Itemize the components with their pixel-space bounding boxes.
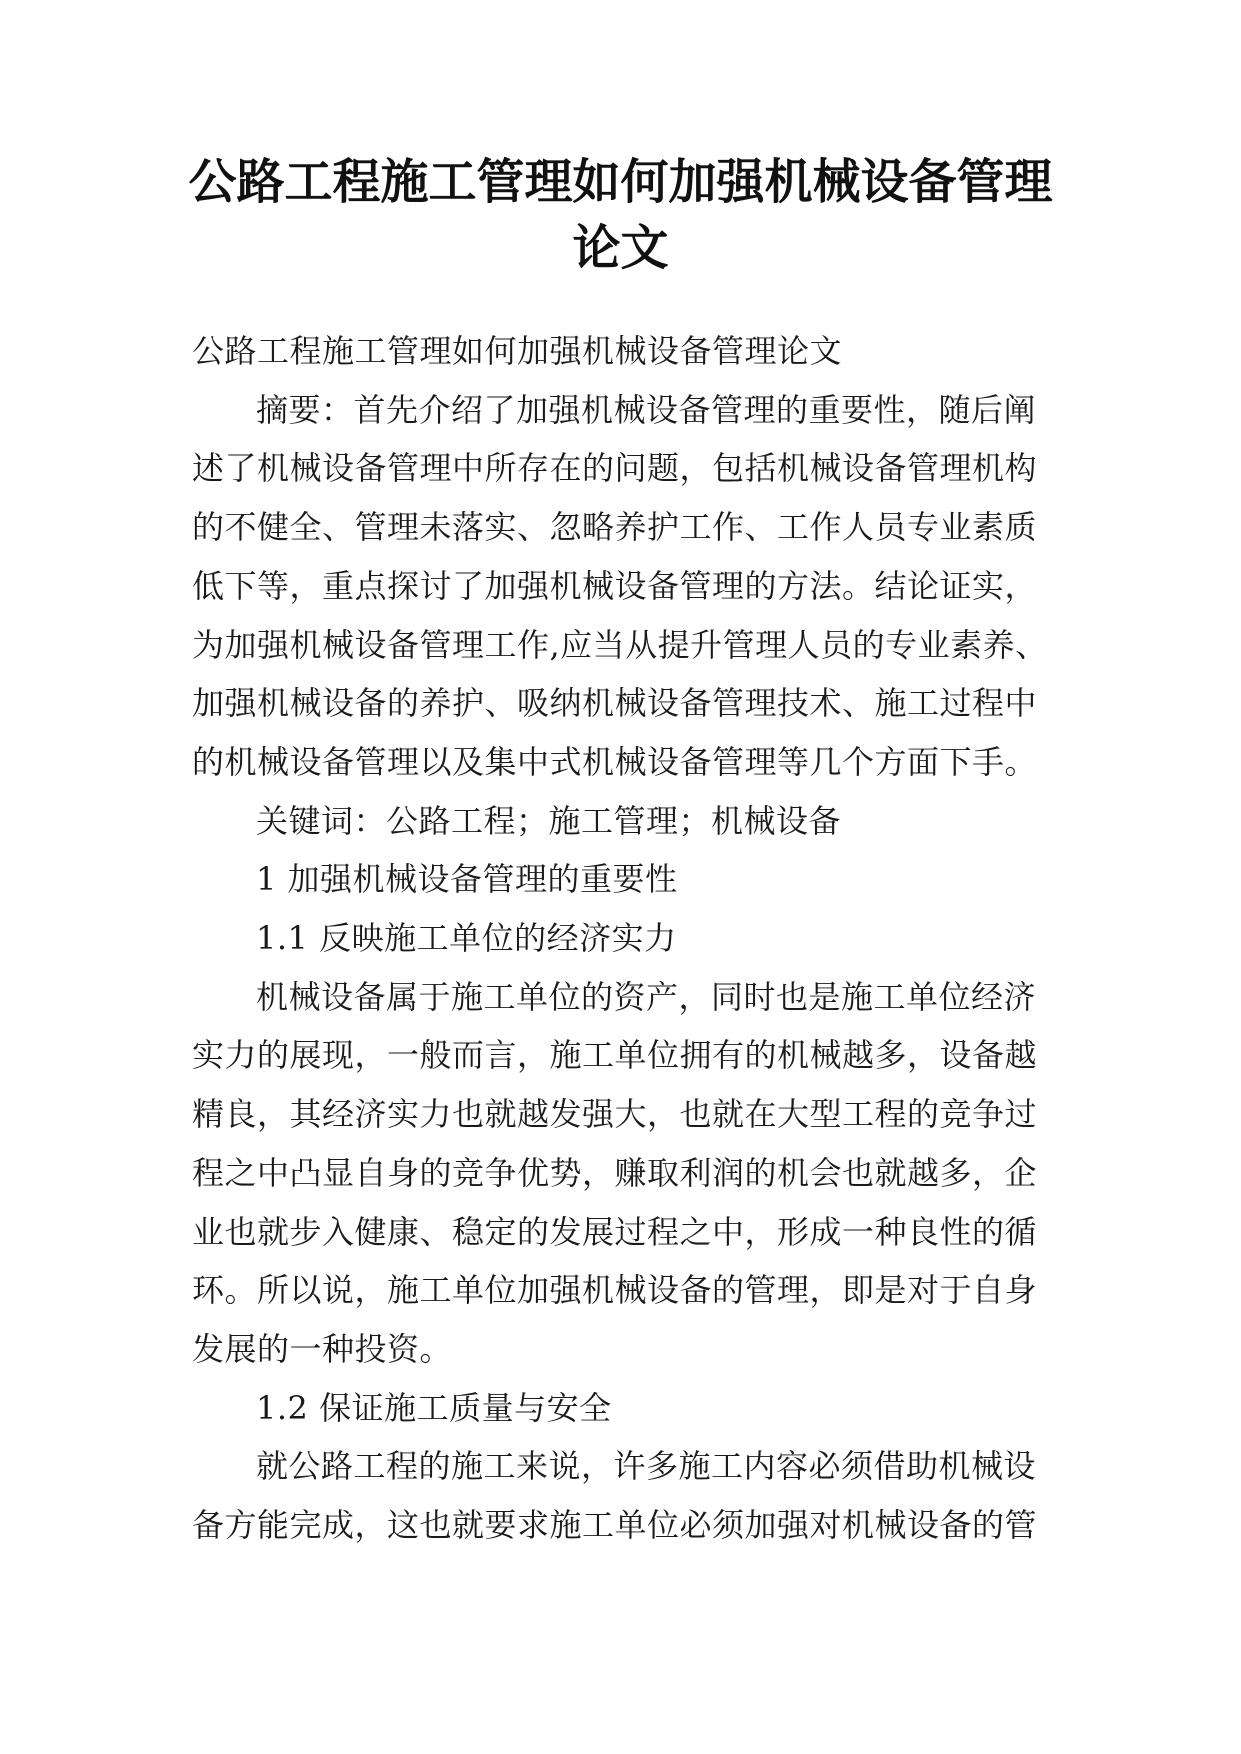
section-1-2-heading: 1.2 保证施工质量与安全 bbox=[256, 1388, 612, 1427]
document-body bbox=[192, 322, 1062, 1555]
document-subtitle: 公路工程施工管理如何加强机械设备管理论文 bbox=[192, 332, 843, 370]
keywords-line: 关键词：公路工程；施工管理；机械设备 bbox=[256, 801, 842, 840]
section-1-1-heading: 1.1 反映施工单位的经济实力 bbox=[256, 919, 677, 958]
section-1-heading: 1 加强机械设备管理的重要性 bbox=[256, 860, 678, 899]
document-title-line2: 论文 bbox=[572, 220, 669, 276]
section-1-2-paragraph: 就公路工程的施工来说，许多施工内容必须借助机械设备方能完成，这也就要求施工单位必须加强对机械设备的管 bbox=[192, 1447, 1038, 1545]
abstract-paragraph: 摘要：首先介绍了加强机械设备管理的重要性，随后阐述了机械设备管理中所存在的问题，包括机械设备管理机构的不健全、管理未落实、忽略养护工作、工作人员专业素质低下等，重点探讨了加强机械设备管理的方法。结论证实，为加强机械设备管理工作,应当从提升管理人员的专业素养、加强机械设备的养护、吸纳机械设备管理技术、施工过程中的机械设备管理以及集中式机械设备管理等几个方面下手。 bbox=[192, 390, 1048, 781]
document-title-line1: 公路工程施工管理如何加强机械设备管理 bbox=[188, 154, 1053, 210]
section-1-1-paragraph: 机械设备属于施工单位的资产，同时也是施工单位经济实力的展现，一般而言，施工单位拥有的机械越多，设备越精良，其经济实力也就越发强大，也就在大型工程的竞争过程之中凸显自身的竞争优势，赚取利润的机会也就越多，企业也就步入健康、稳定的发展过程之中，形成一种良性的循环。所以说，施工单位加强机械设备的管理，即是对于自身发展的一种投资。 bbox=[192, 977, 1038, 1368]
